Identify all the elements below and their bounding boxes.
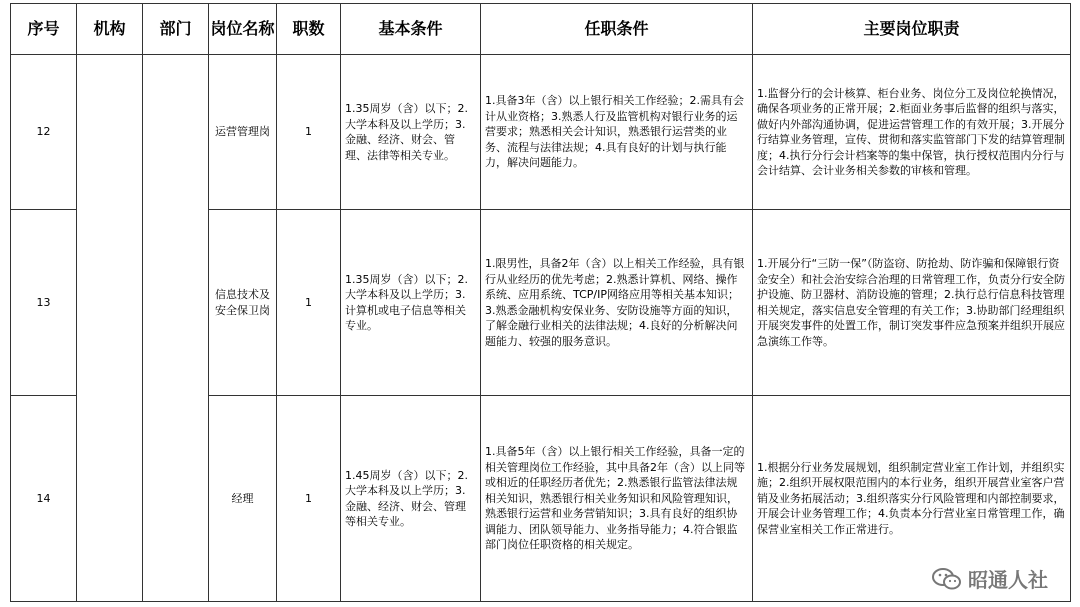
qual-text: 1.限男性，具备2年（含）以上相关工作经验，具有银行从业经历的优先考虑；2.熟悉计算机、网络、操作系统、应用系统、TCP/IP网络应用等相关基本知识；3.熟悉金融机构安保业务、安防设施等方面的知识，了解金融行业相关的法律法规；4.良好的分析解决问题能力、较强的服务意识。 [485,257,745,348]
recruitment-table [10,3,1071,602]
post-text: 运营管理岗 [215,125,270,139]
qual-cell [481,210,753,396]
table-row [11,55,1071,210]
seq-cell: 14 [11,396,77,602]
header-seq: 序号 [11,4,77,55]
header-qual: 任职条件 [481,4,753,55]
basic-text: 1.35周岁（含）以下；2.大学本科及以上学历；3.金融、经济、财会、管理、法律等相关专业。 [345,102,468,162]
duty-text: 1.监督分行的会计核算、柜台业务、岗位分工及岗位轮换情况，确保各项业务的正常开展；2.柜面业务事后监督的组织与落实，做好内外部沟通协调，促进运营管理工作的有效开展；3.开展分行结算业务管理，宣传、贯彻和落实监管部门下发的结算管理制度；4.执行分行会计档案等的集中保管，执行授权范围内分行与会计结算、会计业务相关参数的审核和管理。 [757,86,1065,177]
org-cell [77,55,143,602]
qual-cell [481,55,753,210]
seq-cell: 13 [11,210,77,396]
watermark [932,564,1048,593]
header-dept: 部门 [143,4,209,55]
basic-text: 1.35周岁（含）以下；2.大学本科及以上学历；3.计算机或电子信息等相关专业。 [345,272,468,332]
header-duty: 主要岗位职责 [753,4,1071,55]
count-cell: 1 [277,396,341,602]
count-cell: 1 [277,210,341,396]
qual-text: 1.具备3年（含）以上银行相关工作经验；2.需具有会计从业资格；3.熟悉人行及监管机构对银行业务的运营要求；熟悉相关会计知识，熟悉银行运营类的业务、流程与法律法规；4.具有良好的计划与执行能力，解决问题能力。 [485,94,744,170]
count-cell: 1 [277,55,341,210]
header-row [11,4,1071,55]
post-text: 经理 [231,491,254,505]
basic-text: 1.45周岁（含）以下；2.大学本科及以上学历；3.金融、经济、财会、管理等相关专业。 [345,468,468,528]
duty-text: 1.根据分行业务发展规划，组织制定营业室工作计划，并组织实施；2.组织开展权限范围内的本行业务，组织开展营业室客户营销及业务拓展活动；3.组织落实分行风险管理和内部控制要求，开展会计业务管理工作；4.负责本分行营业室日常管理工作，确保营业室相关工作正常进行。 [757,460,1065,536]
header-basic: 基本条件 [341,4,481,55]
dept-cell [143,55,209,602]
post-text: 信息技术及安全保卫岗 [215,288,270,317]
basic-cell [341,396,481,602]
duty-cell [753,55,1071,210]
header-post: 岗位名称 [209,4,277,55]
basic-cell [341,210,481,396]
post-cell [209,210,277,396]
wechat-icon [932,567,962,591]
duty-cell [753,210,1071,396]
qual-cell [481,396,753,602]
duty-text: 1.开展分行“三防一保”（防盗窃、防抢劫、防诈骗和保障银行资金安全）和社会治安综合治理的日常管理工作，负责分行安全防护设施、防卫器材、消防设施的管理；2.执行总行信息科技管理相关规定，落实信息安全管理的有关工作；3.协助部门经理组织开展突发事件的处置工作，制订突发事件应急预案并组织开展应急演练工作等。 [757,257,1065,348]
seq-cell: 12 [11,55,77,210]
post-cell [209,55,277,210]
basic-cell [341,55,481,210]
watermark-text: 昭通人社 [968,568,1048,592]
qual-text: 1.具备5年（含）以上银行相关工作经验，具备一定的相关管理岗位工作经验，其中具备2年（含）以上同等或相近的任职经历者优先；2.熟悉银行监管法律法规相关知识，熟悉银行相关业务知识和风险管理知识，熟悉银行运营和业务营销知识；3.具有良好的组织协调能力、团队领导能力、业务指导能力；4.符合银监部门岗位任职资格的相关规定。 [485,445,745,552]
header-count: 职数 [277,4,341,55]
post-cell [209,396,277,602]
header-org: 机构 [77,4,143,55]
